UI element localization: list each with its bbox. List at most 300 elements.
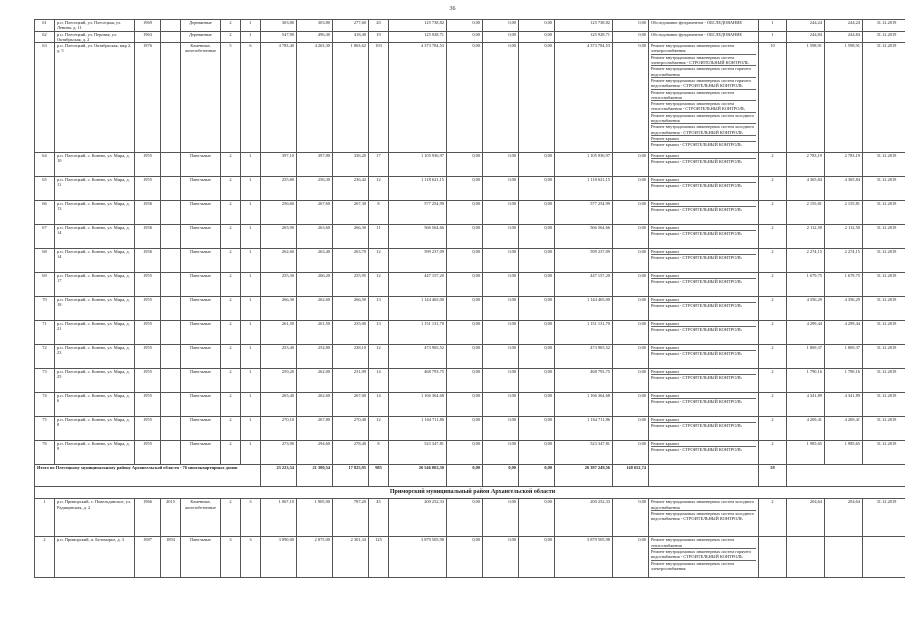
work-item: Ремонт внутридомовых инженерных систем горячего водоснабжения - СТРОИТЕЛЬНЫЙ КОНТРОЛЬ bbox=[651, 549, 756, 561]
cell-a1: 397,10 bbox=[261, 153, 297, 177]
cell-f2: 0,00 bbox=[483, 177, 519, 201]
cell-unit-limit: 2 274,15 bbox=[825, 249, 863, 273]
cell-en: 1 bbox=[241, 297, 261, 321]
cell-unit-limit: 2 783,19 bbox=[825, 153, 863, 177]
cell-res: 12 bbox=[369, 177, 389, 201]
cell-count: 2 bbox=[759, 321, 787, 345]
cell-year: 1955 bbox=[135, 153, 161, 177]
cell-addr: р.п. Плесецкий, с. Конево, ул. Мира, д. 25 bbox=[55, 369, 135, 393]
cell-works bbox=[649, 225, 759, 249]
cell-fl: 2 bbox=[221, 273, 241, 297]
cell-unit-cost: 2 783,19 bbox=[787, 153, 825, 177]
cell-f4: 473 965,52 bbox=[555, 345, 613, 369]
cell-works bbox=[649, 31, 759, 43]
cell-f2: 0,00 bbox=[483, 153, 519, 177]
work-item: Ремонт крыши bbox=[651, 273, 756, 279]
cell-count: 2 bbox=[759, 153, 787, 177]
cell-f2: 0,00 bbox=[483, 345, 519, 369]
cell-no: 70 bbox=[35, 297, 55, 321]
cell-f3: 0,00 bbox=[519, 297, 555, 321]
cell-ryear bbox=[161, 417, 181, 441]
cell-f2: 0,00 bbox=[483, 273, 519, 297]
cell-fl: 2 bbox=[221, 297, 241, 321]
cell-en: 1 bbox=[241, 20, 261, 32]
cell-a2: 1 905,00 bbox=[297, 499, 333, 537]
cell-mat: Панельные bbox=[181, 153, 221, 177]
cell-f1: 0,00 bbox=[447, 225, 483, 249]
cell-res: 12 bbox=[369, 345, 389, 369]
cell-cost: 473 965,52 bbox=[389, 345, 447, 369]
cell-unit-cost: 1 679,75 bbox=[787, 273, 825, 297]
cell-unit-cost bbox=[787, 537, 825, 578]
cell-year: 1963 bbox=[135, 31, 161, 43]
work-item: Ремонт крыши - СТРОИТЕЛЬНЫЙ КОНТРОЛЬ bbox=[651, 303, 742, 309]
cell-a2: 262,60 bbox=[297, 393, 333, 417]
cell-date: 31.12.2019 bbox=[863, 393, 905, 417]
cell-ryear bbox=[161, 249, 181, 273]
cell-f1: 0,00 bbox=[447, 441, 483, 465]
cell-a2: 2 875,00 bbox=[297, 537, 333, 578]
cell-date: 31.12.2019 bbox=[863, 297, 905, 321]
cell-f5: 0,00 bbox=[613, 249, 649, 273]
cell-mat: Каменные, железобетонные bbox=[181, 499, 221, 537]
cell-date: 31.12.2019 bbox=[863, 20, 905, 32]
cell-f2: 0,00 bbox=[483, 441, 519, 465]
cell-f4: 599 237,09 bbox=[555, 249, 613, 273]
cell-res: 45 bbox=[369, 499, 389, 537]
total-cost: 26 546 002,50 bbox=[389, 465, 447, 487]
cell-count: 2 bbox=[759, 499, 787, 537]
cell-a3: 2 301,34 bbox=[333, 537, 369, 578]
cell-works bbox=[649, 153, 759, 177]
cell-date bbox=[863, 537, 905, 578]
cell-year: 1966 bbox=[135, 499, 161, 537]
cell-cost: 4 373 784,53 bbox=[389, 43, 447, 153]
cell-unit-cost: 4 356,29 bbox=[787, 297, 825, 321]
cell-year: 1976 bbox=[135, 43, 161, 153]
cell-count: 2 bbox=[759, 369, 787, 393]
page-number: 36 bbox=[449, 6, 456, 12]
cell-a2: 294,60 bbox=[297, 441, 333, 465]
cell-f4: 125 738,82 bbox=[555, 20, 613, 32]
cell-fl: 2 bbox=[221, 177, 241, 201]
total-works-empty bbox=[649, 465, 759, 487]
cell-date: 31.12.2019 bbox=[863, 43, 905, 153]
cell-en: 1 bbox=[241, 225, 261, 249]
cell-date: 31.12.2019 bbox=[863, 441, 905, 465]
cell-f5: 0,00 bbox=[613, 393, 649, 417]
cell-date: 31.12.2019 bbox=[863, 369, 905, 393]
cell-f4: 1 105 936,97 bbox=[555, 153, 613, 177]
cell-addr: р.п. Плесецкий, с. Конево, ул. Мира, д. 10 bbox=[55, 153, 135, 177]
total-label: Итого по Плесецкому муниципальному району Архангельской области - 76 многоквартирных домов bbox=[35, 465, 261, 487]
cell-count: 2 bbox=[759, 417, 787, 441]
cell-unit-cost: 1 985,65 bbox=[787, 441, 825, 465]
work-item: Ремонт крыши bbox=[651, 321, 756, 327]
work-item: Ремонт крыши bbox=[651, 136, 756, 142]
cell-f4: 1 164 711,86 bbox=[555, 417, 613, 441]
cell-no: 65 bbox=[35, 177, 55, 201]
cell-cost: 468 793,75 bbox=[389, 369, 447, 393]
cell-res: 17 bbox=[369, 153, 389, 177]
cell-cost: 3 879 505,98 bbox=[389, 537, 447, 578]
cell-mat: Панельные bbox=[181, 441, 221, 465]
cell-a2: 263,60 bbox=[297, 225, 333, 249]
cell-works bbox=[649, 20, 759, 32]
cell-no: 63 bbox=[35, 43, 55, 153]
work-item: Ремонт внутридомовых инженерных систем холодного водоснабжения - СТРОИТЕЛЬНЫЙ КОНТРОЛЬ bbox=[651, 511, 755, 522]
cell-a1: 265,40 bbox=[261, 393, 297, 417]
cell-f2: 0,00 bbox=[483, 225, 519, 249]
cell-en: 6 bbox=[241, 43, 261, 153]
cell-count: 2 bbox=[759, 177, 787, 201]
cell-addr: р.п. Приморский, п. Беломорье, д. 3 bbox=[55, 537, 135, 578]
cell-fl: 2 bbox=[221, 153, 241, 177]
cell-f5: 0,00 bbox=[613, 345, 649, 369]
cell-addr: р.п. Плесецкий, ул. Плесецкая, ул. Ленина, д. 11 bbox=[55, 20, 135, 32]
cell-unit-cost: 244,84 bbox=[787, 31, 825, 43]
cell-f1: 0,00 bbox=[447, 273, 483, 297]
cell-works bbox=[649, 177, 759, 201]
cell-a1: 262,60 bbox=[261, 249, 297, 273]
cell-date: 31.12.2019 bbox=[863, 345, 905, 369]
cell-unit-limit: 1 598,91 bbox=[825, 43, 863, 153]
cell-en: 1 bbox=[241, 153, 261, 177]
cell-f5: 0,00 bbox=[613, 297, 649, 321]
cell-no: 73 bbox=[35, 369, 55, 393]
cell-a2: 263,40 bbox=[297, 249, 333, 273]
cell-f1: 0,00 bbox=[447, 369, 483, 393]
cell-no: 1 bbox=[35, 499, 55, 537]
cell-addr: р.п. Плесецкий, с. Конево, ул. Мира, д. 9 bbox=[55, 441, 135, 465]
work-item: Ремонт крыши bbox=[651, 441, 756, 447]
cell-f3: 0,00 bbox=[519, 537, 555, 578]
cell-unit-cost: 4 365,84 bbox=[787, 177, 825, 201]
work-item: Обследование фундаментов - ОБСЛЕДОВАНИЕ bbox=[651, 20, 743, 25]
cell-unit-limit: 4 269,41 bbox=[825, 417, 863, 441]
cell-f2: 0,00 bbox=[483, 393, 519, 417]
table-row bbox=[35, 499, 905, 537]
cell-a2: 261,50 bbox=[297, 321, 333, 345]
cell-ryear bbox=[161, 321, 181, 345]
cell-fl: 2 bbox=[221, 321, 241, 345]
cell-f4: 1 118 621,15 bbox=[555, 177, 613, 201]
cell-mat: Панельные bbox=[181, 537, 221, 578]
cell-a1: 255,80 bbox=[261, 177, 297, 201]
cell-f2: 0,00 bbox=[483, 499, 519, 537]
work-item: Ремонт крыши - СТРОИТЕЛЬНЫЙ КОНТРОЛЬ bbox=[651, 375, 742, 381]
cell-addr: р.п. Плесецкий, с. Конево, ул. Мира, д. 11 bbox=[55, 177, 135, 201]
work-item: Ремонт крыши - СТРОИТЕЛЬНЫЙ КОНТРОЛЬ bbox=[651, 207, 742, 213]
cell-en: 3 bbox=[241, 537, 261, 578]
cell-f4: 1 151 131,70 bbox=[555, 321, 613, 345]
cell-f4: 125 928,71 bbox=[555, 31, 613, 43]
cell-f4: 200 252,33 bbox=[555, 499, 613, 537]
cell-res: 8 bbox=[369, 201, 389, 225]
cell-res: 8 bbox=[369, 441, 389, 465]
cell-date: 31.12.2019 bbox=[863, 31, 905, 43]
cell-no: 72 bbox=[35, 345, 55, 369]
cell-a2: 256,30 bbox=[297, 177, 333, 201]
cell-addr: р.п. Плесецкий, с. Конево, ул. Мира, д. 14 bbox=[55, 249, 135, 273]
cell-no: 71 bbox=[35, 321, 55, 345]
cell-date: 31.12.2019 bbox=[863, 177, 905, 201]
cell-unit-limit: 1 679,75 bbox=[825, 273, 863, 297]
cell-f3: 0,00 bbox=[519, 225, 555, 249]
cell-count: 2 bbox=[759, 249, 787, 273]
cell-f3: 0,00 bbox=[519, 273, 555, 297]
cell-a1: 259,20 bbox=[261, 369, 297, 393]
cell-ryear: 2015 bbox=[161, 499, 181, 537]
cell-cost: 566 564,66 bbox=[389, 225, 447, 249]
cell-unit-cost: 1 869,37 bbox=[787, 345, 825, 369]
cell-en: 1 bbox=[241, 201, 261, 225]
cell-res: 11 bbox=[369, 225, 389, 249]
work-item: Ремонт крыши bbox=[651, 153, 756, 159]
work-item: Ремонт внутридомовых инженерных систем электроснабжения bbox=[651, 560, 735, 571]
cell-a3: 336,20 bbox=[333, 153, 369, 177]
cell-a2: 496,30 bbox=[297, 31, 333, 43]
cell-count: 2 bbox=[759, 345, 787, 369]
work-item: Ремонт внутридомовых инженерных систем холодного водоснабжения bbox=[651, 112, 755, 124]
cell-cost: 125 928,71 bbox=[389, 31, 447, 43]
cell-f3: 0,00 bbox=[519, 417, 555, 441]
cell-count: 2 bbox=[759, 393, 787, 417]
cell-a2: 262,60 bbox=[297, 297, 333, 321]
cell-no: 62 bbox=[35, 31, 55, 43]
cell-unit-cost: 2 112,50 bbox=[787, 225, 825, 249]
cell-addr: р.п. Плесецкий, ул. Перовая, ул. Октябрьская, д. 2 bbox=[55, 31, 135, 43]
table-body bbox=[35, 20, 905, 578]
work-item: Ремонт крыши - СТРОИТЕЛЬНЫЙ КОНТРОЛЬ bbox=[651, 255, 742, 261]
cell-cost: 1 166 364,68 bbox=[389, 393, 447, 417]
cell-year: 1955 bbox=[135, 417, 161, 441]
cell-unit-cost: 4 341,89 bbox=[787, 393, 825, 417]
cell-addr: р.п. Плесецкий, с. Конево, ул. Мира, д. 18 bbox=[55, 297, 135, 321]
cell-a1: 261,50 bbox=[261, 321, 297, 345]
table-row bbox=[35, 441, 905, 465]
cell-f5: 0,00 bbox=[613, 20, 649, 32]
cell-addr: р.п. Плесецкий, с. Конево, ул. Мира, д. 21 bbox=[55, 321, 135, 345]
cell-a3: 266,30 bbox=[333, 225, 369, 249]
work-item: Ремонт крыши - СТРОИТЕЛЬНЫЙ КОНТРОЛЬ bbox=[651, 327, 742, 333]
cell-works bbox=[649, 499, 759, 537]
cell-unit-limit: 1 869,37 bbox=[825, 345, 863, 369]
work-item: Ремонт внутридомовых инженерных систем теплоснабжения bbox=[651, 537, 756, 549]
cell-f3: 0,00 bbox=[519, 43, 555, 153]
total-count: 58 bbox=[759, 465, 787, 487]
cell-f1: 0,00 bbox=[447, 499, 483, 537]
cell-unit-limit: 244,24 bbox=[825, 20, 863, 32]
cell-unit-limit bbox=[825, 537, 863, 578]
cell-addr: р.п. Плесецкий, с. Конево, ул. Мира, д. 14 bbox=[55, 225, 135, 249]
cell-a1: 3 090,00 bbox=[261, 537, 297, 578]
cell-a3: 270,40 bbox=[333, 417, 369, 441]
cell-f1: 0,00 bbox=[447, 153, 483, 177]
cell-works bbox=[649, 345, 759, 369]
cell-fl: 2 bbox=[221, 20, 241, 32]
cell-cost: 447 157,20 bbox=[389, 273, 447, 297]
cell-unit-limit: 244,84 bbox=[825, 31, 863, 43]
total-f4: 26 397 249,56 bbox=[555, 465, 613, 487]
cell-mat: Деревянные bbox=[181, 31, 221, 43]
cell-year: 1955 bbox=[135, 369, 161, 393]
cell-count: 2 bbox=[759, 273, 787, 297]
cell-f4: 468 793,75 bbox=[555, 369, 613, 393]
cell-addr: р.п. Плесецкий, с. Конево, ул. Мира, д. 13 bbox=[55, 201, 135, 225]
cell-f2: 0,00 bbox=[483, 537, 519, 578]
cell-year: 1955 bbox=[135, 297, 161, 321]
cell-ryear bbox=[161, 225, 181, 249]
cell-f3: 0,00 bbox=[519, 393, 555, 417]
cell-works bbox=[649, 297, 759, 321]
cell-res: 13 bbox=[369, 297, 389, 321]
cell-f1: 0,00 bbox=[447, 321, 483, 345]
cell-f1: 0,00 bbox=[447, 177, 483, 201]
cell-count bbox=[759, 537, 787, 578]
cell-fl: 2 bbox=[221, 499, 241, 537]
cell-no: 64 bbox=[35, 153, 55, 177]
cell-a1: 255,30 bbox=[261, 273, 297, 297]
cell-unit-cost: 1 790,16 bbox=[787, 369, 825, 393]
cell-works bbox=[649, 273, 759, 297]
cell-f2: 0,00 bbox=[483, 417, 519, 441]
cell-works bbox=[649, 321, 759, 345]
work-item: Ремонт крыши bbox=[651, 201, 756, 207]
work-item: Ремонт внутридомовых инженерных систем электроснабжения bbox=[651, 43, 756, 55]
table-row bbox=[35, 249, 905, 273]
cell-a2: 267,80 bbox=[297, 417, 333, 441]
cell-fl: 2 bbox=[221, 249, 241, 273]
cell-a1: 4 783,40 bbox=[261, 43, 297, 153]
table-row bbox=[35, 225, 905, 249]
cell-year: 1955 bbox=[135, 393, 161, 417]
work-item: Ремонт крыши - СТРОИТЕЛЬНЫЙ КОНТРОЛЬ bbox=[651, 423, 742, 429]
cell-a1: 270,10 bbox=[261, 417, 297, 441]
cell-works bbox=[649, 417, 759, 441]
cell-f1: 0,00 bbox=[447, 249, 483, 273]
cell-mat: Панельные bbox=[181, 393, 221, 417]
table-row bbox=[35, 393, 905, 417]
cell-year: 1956 bbox=[135, 225, 161, 249]
work-item: Ремонт крыши bbox=[651, 393, 756, 399]
table-row bbox=[35, 31, 905, 43]
cell-res: 19 bbox=[369, 31, 389, 43]
cell-year: 1956 bbox=[135, 249, 161, 273]
cell-year: 1955 bbox=[135, 177, 161, 201]
cell-f2: 0,00 bbox=[483, 31, 519, 43]
cell-res: 20 bbox=[369, 20, 389, 32]
cell-ryear bbox=[161, 441, 181, 465]
table-row bbox=[35, 297, 905, 321]
cell-f1: 0,00 bbox=[447, 297, 483, 321]
cell-addr: р.п. Плесецкий, с. Конево, ул. Мира, д. 8 bbox=[55, 417, 135, 441]
cell-addr: р.п. Плесецкий, с. Конево, ул. Мира, д. 23 bbox=[55, 345, 135, 369]
cell-res: 12 bbox=[369, 417, 389, 441]
cell-unit-limit: 204,64 bbox=[825, 499, 863, 537]
cell-works bbox=[649, 441, 759, 465]
total-a3: 17 825,95 bbox=[333, 465, 369, 487]
cell-ryear bbox=[161, 177, 181, 201]
cell-cost: 125 738,82 bbox=[389, 20, 447, 32]
cell-count: 1 bbox=[759, 31, 787, 43]
cell-a3: 418,40 bbox=[333, 31, 369, 43]
cell-mat: Панельные bbox=[181, 273, 221, 297]
cell-no: 67 bbox=[35, 225, 55, 249]
cell-fl: 2 bbox=[221, 31, 241, 43]
cell-unit-cost: 1 598,91 bbox=[787, 43, 825, 153]
cell-f5: 0,00 bbox=[613, 441, 649, 465]
cell-a3: 238,10 bbox=[333, 345, 369, 369]
work-item: Ремонт крыши - СТРОИТЕЛЬНЫЙ КОНТРОЛЬ bbox=[651, 351, 742, 357]
cell-unit-limit: 4 299,44 bbox=[825, 321, 863, 345]
cell-a2: 262,00 bbox=[297, 369, 333, 393]
table-row bbox=[35, 201, 905, 225]
cell-ryear bbox=[161, 31, 181, 43]
cell-mat: Панельные bbox=[181, 345, 221, 369]
cell-cost: 1 164 711,86 bbox=[389, 417, 447, 441]
cell-ryear bbox=[161, 393, 181, 417]
cell-no: 66 bbox=[35, 201, 55, 225]
cell-a2: 397,80 bbox=[297, 153, 333, 177]
table-row bbox=[35, 417, 905, 441]
cell-unit-cost: 2 155,81 bbox=[787, 201, 825, 225]
cell-a3: 277,60 bbox=[333, 20, 369, 32]
cell-year: 1987 bbox=[135, 537, 161, 578]
work-item: Ремонт крыши - СТРОИТЕЛЬНЫЙ КОНТРОЛЬ bbox=[651, 399, 742, 405]
cell-a3: 267,30 bbox=[333, 201, 369, 225]
cell-works bbox=[649, 43, 759, 153]
cell-ryear bbox=[161, 273, 181, 297]
cell-date: 31.12.2019 bbox=[863, 201, 905, 225]
cell-cost: 577 254,99 bbox=[389, 201, 447, 225]
cell-cost: 599 237,09 bbox=[389, 249, 447, 273]
total-row bbox=[35, 465, 905, 487]
cell-f2: 0,00 bbox=[483, 201, 519, 225]
cell-res: 14 bbox=[369, 369, 389, 393]
cell-ryear bbox=[161, 43, 181, 153]
cell-a3: 1 863,62 bbox=[333, 43, 369, 153]
cell-f5: 0,00 bbox=[613, 369, 649, 393]
cell-no: 2 bbox=[35, 537, 55, 578]
table-row bbox=[35, 153, 905, 177]
cell-f5: 0,00 bbox=[613, 499, 649, 537]
cell-works bbox=[649, 393, 759, 417]
cell-year: 1955 bbox=[135, 345, 161, 369]
cell-en: 1 bbox=[241, 369, 261, 393]
cell-a2: 4 263,30 bbox=[297, 43, 333, 153]
cell-a2: 266,20 bbox=[297, 273, 333, 297]
cell-ryear bbox=[161, 297, 181, 321]
work-item: Обследование фундаментов - ОБСЛЕДОВАНИЕ bbox=[651, 31, 743, 37]
cell-mat: Деревянные bbox=[181, 20, 221, 32]
cell-f5: 0,00 bbox=[613, 201, 649, 225]
cell-mat: Каменные, железобетонные bbox=[181, 43, 221, 153]
cell-no: 69 bbox=[35, 273, 55, 297]
cell-en: 1 bbox=[241, 321, 261, 345]
cell-count: 1 bbox=[759, 20, 787, 32]
cell-f4: 447 157,20 bbox=[555, 273, 613, 297]
cell-no: 75 bbox=[35, 417, 55, 441]
cell-f1: 0,00 bbox=[447, 393, 483, 417]
cell-addr: р.п. Плесецкий, с. Конево, ул. Мира, д. 6 bbox=[55, 393, 135, 417]
cell-f3: 0,00 bbox=[519, 177, 555, 201]
cell-a1: 547,90 bbox=[261, 31, 297, 43]
table-row bbox=[35, 43, 905, 153]
cell-f3: 0,00 bbox=[519, 201, 555, 225]
cell-a3: 267,00 bbox=[333, 393, 369, 417]
cell-date: 31.12.2019 bbox=[863, 273, 905, 297]
